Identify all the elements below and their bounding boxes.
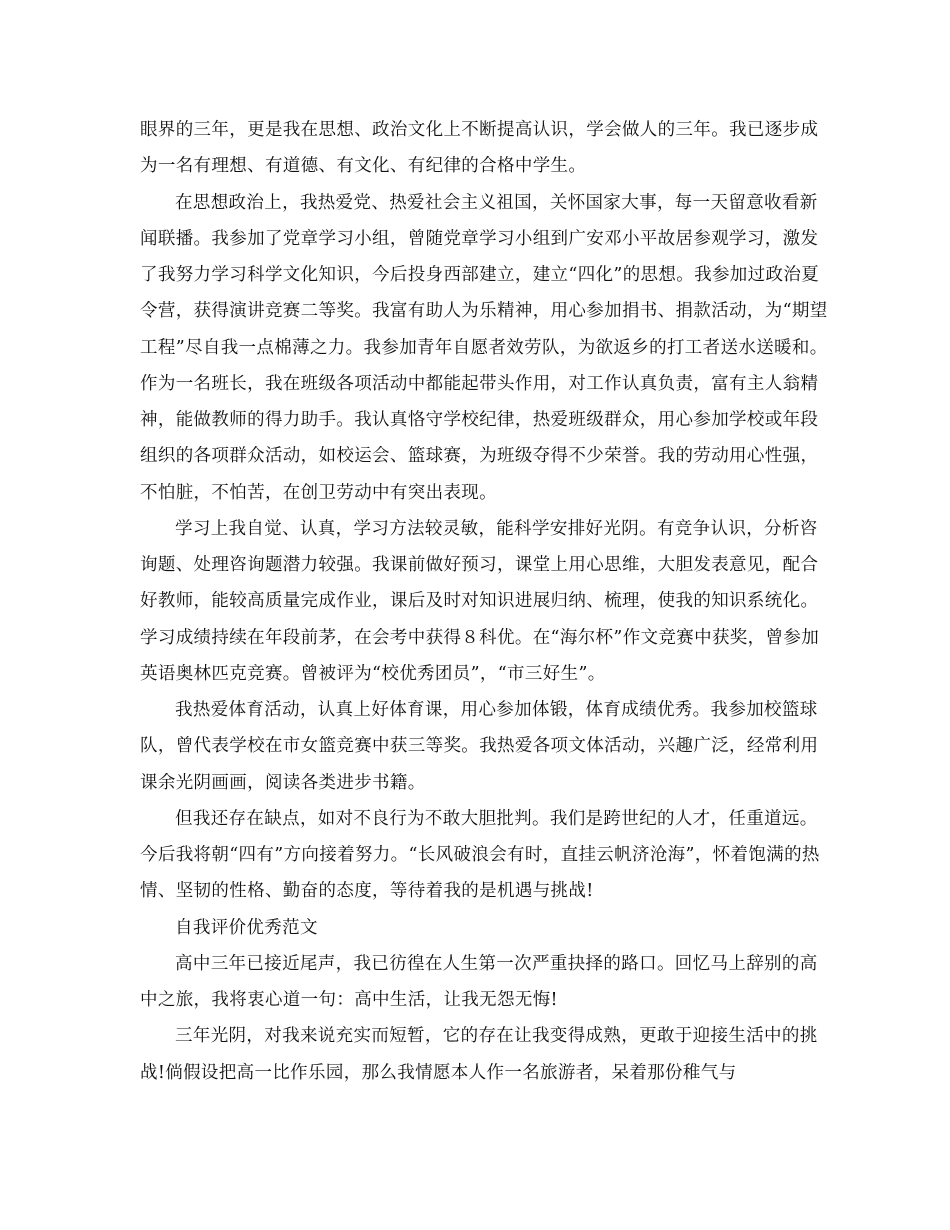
paragraph-continued: 眼界的三年，更是我在思想、政治文化上不断提高认识，学会做人的三年。我已逐步成为一名有理想、有道德、有文化、有纪律的合格中学生。 (140, 120, 819, 177)
document-body (140, 112, 830, 1091)
paragraph-three-years: 三年光阴，对我来说充实而短暂，它的存在让我变得成熟，更敢于迎接生活中的挑战!倘假设把高一比作乐园，那么我情愿本人作一名旅游者，呆着那份稚气与 (140, 1026, 818, 1083)
paragraph-study: 学习上我自觉、认真，学习方法较灵敏，能科学安排好光阴。有竞争认识，分析咨询题、处理咨询题潜力较强。我课前做好预习，课堂上用心思维，大胆发表意见，配合好教师，能较高质量完成作业，课后及时对知识进展归纳、梳理，使我的知识系统化。学习成绩持续在年段前茅，在会考中获得８科优。在“海尔杯”作文竞赛中获奖，曾参加英语奥林匹克竞赛。曾被评为“校优秀团员”，“市三好生”。 (140, 518, 820, 684)
paragraph-political: 在思想政治上，我热爱党、热爱社会主义祖国，关怀国家大事，每一天留意收看新闻联播。我参加了党章学习小组，曾随党章学习小组到广安邓小平故居参观学习，激发了我努力学习科学文化知识，今后投身西部建立，建立“四化”的思想。我参加过政治夏令营，获得演讲竞赛二等奖。我富有助人为乐精神，用心参加捐书、捐款活动，为“期望工程”尽自我一点棉薄之力。我参加青年自愿者效劳队，为欲返乡的打工者送水送暖和。作为一名班长，我在班级各项活动中都能起带头作用，对工作认真负责，富有主人翁精神，能做教师的得力助手。我认真恪守学校纪律，热爱班级群众，用心参加学校或年段组织的各项群众活动，如校运会、篮球赛，为班级夺得不少荣誉。我的劳动用心性强，不怕脏，不怕苦，在创卫劳动中有突出表现。 (140, 192, 828, 503)
paragraph-shortcomings: 但我还存在缺点，如对不良行为不敢大胆批判。我们是跨世纪的人才，任重道远。今后我将朝“四有”方向接着努力。“长风破浪会有时，直挂云帆济沧海”，怀着饱满的热情、坚韧的性格、勤奋的态度，等待着我的是机遇与挑战! (140, 808, 820, 902)
paragraph-intro: 高中三年已接近尾声，我已彷徨在人生第一次严重抉择的路口。回忆马上辞别的高中之旅，我将衷心道一句：高中生活，让我无怨无悔! (140, 953, 818, 1010)
section-heading: 自我评价优秀范文 (175, 917, 318, 938)
paragraph-sports: 我热爱体育活动，认真上好体育课，用心参加体锻，体育成绩优秀。我参加校篮球队，曾代表学校在市女篮竞赛中获三等奖。我热爱各项文体活动，兴趣广泛，经常利用课余光阴画画，阅读各类进步书籍。 (140, 700, 819, 793)
